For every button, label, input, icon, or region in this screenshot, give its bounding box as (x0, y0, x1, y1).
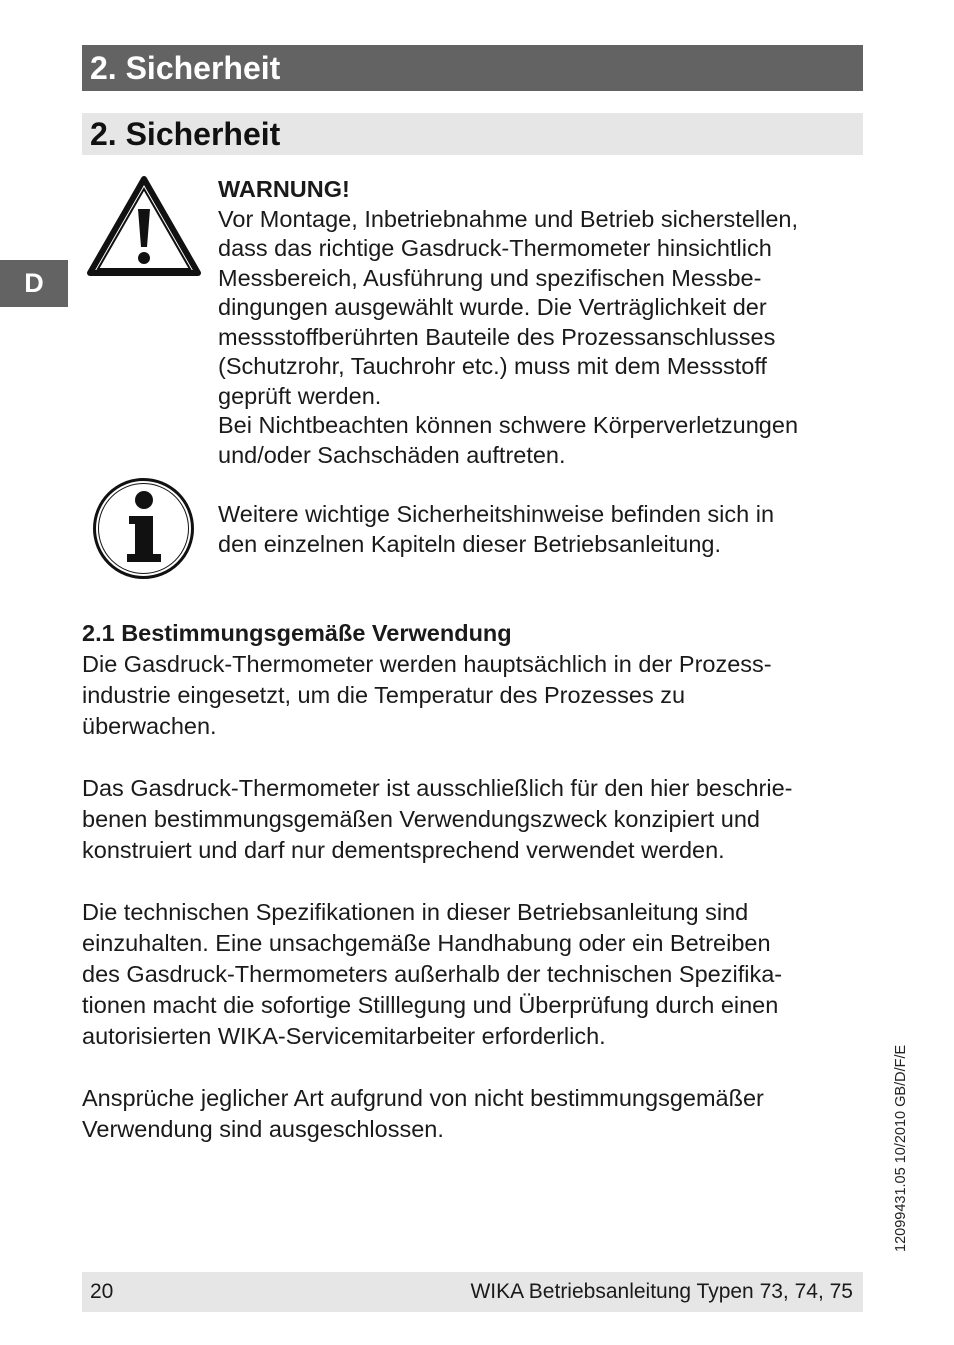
page-footer (82, 1272, 863, 1312)
paragraph (82, 649, 863, 742)
paragraph-line: konstruiert und darf nur dementsprechend verwendet werden. (82, 837, 725, 863)
paragraph-line: tionen macht die sofortige Stilllegung und Überprüfung durch einen (82, 992, 779, 1018)
warning-line: Vor Montage, Inbetriebnahme und Betrieb sicherstellen, (218, 205, 799, 232)
paragraph-line: des Gasdruck-Thermometers außerhalb der technischen Spezifika- (82, 961, 783, 987)
chapter-header: 2. Sicherheit (82, 45, 863, 91)
paragraph-line: autorisierten WIKA-Servicemitarbeiter erforderlich. (82, 1023, 606, 1049)
paragraph-line: einzuhalten. Eine unsachgemäße Handhabung oder ein Betreiben (82, 930, 771, 956)
document-code: 12099431.05 10/2010 GB/D/F/E (893, 1044, 909, 1252)
language-tab: D (0, 260, 68, 307)
warning-line: Bei Nichtbeachten können schwere Körperverletzungen (218, 412, 799, 438)
paragraph-line: benen bestimmungsgemäßen Verwendungszweck konzipiert und (82, 806, 760, 832)
page-number: 20 (90, 1280, 114, 1303)
paragraph-line: Die Gasdruck-Thermometer werden hauptsächlich in der Prozess- (82, 651, 772, 677)
warning-block (218, 175, 858, 470)
paragraph (82, 1083, 863, 1145)
info-line: den einzelnen Kapiteln dieser Betriebsanleitung. (218, 530, 721, 557)
warning-line: Messbereich, Ausführung und spezifischen Messbe- (218, 264, 762, 291)
info-text (218, 500, 858, 559)
paragraph-line: Das Gasdruck-Thermometer ist ausschließlich für den hier beschrie- (82, 775, 793, 801)
subsection-heading: 2.1 Bestimmungsgemäße Verwendung (82, 620, 512, 646)
paragraph (82, 773, 863, 866)
warning-line: messstoffberührten Bauteile des Prozessanschlusses (218, 323, 776, 350)
warning-line: dass das richtige Gasdruck-Thermometer hinsichtlich (218, 235, 772, 261)
warning-line: geprüft werden. (218, 382, 382, 409)
info-line: Weitere wichtige Sicherheitshinweise befinden sich in (218, 501, 775, 527)
warning-line: und/oder Sachschäden auftreten. (218, 441, 566, 468)
intended-use-section (82, 618, 863, 1176)
paragraph (82, 897, 863, 1052)
warning-line: (Schutzrohr, Tauchrohr etc.) muss mit dem Messstoff (218, 353, 767, 379)
footer-title: WIKA Betriebsanleitung Typen 73, 74, 75 (470, 1280, 853, 1303)
section-title: 2. Sicherheit (82, 113, 863, 155)
paragraph-line: Verwendung sind ausgeschlossen. (82, 1116, 444, 1142)
paragraph-line: Die technischen Spezifikationen in dieser Betriebsanleitung sind (82, 899, 749, 925)
paragraph-line: überwachen. (82, 713, 217, 739)
warning-title: WARNUNG! (218, 176, 350, 202)
paragraph-line: industrie eingesetzt, um die Temperatur des Prozesses zu (82, 682, 686, 708)
info-icon (91, 476, 196, 581)
warning-triangle-icon (86, 175, 202, 279)
warning-line: dingungen ausgewählt wurde. Die Verträglichkeit der (218, 294, 767, 320)
paragraph-line: Ansprüche jeglicher Art aufgrund von nicht bestimmungsgemäßer (82, 1085, 764, 1111)
